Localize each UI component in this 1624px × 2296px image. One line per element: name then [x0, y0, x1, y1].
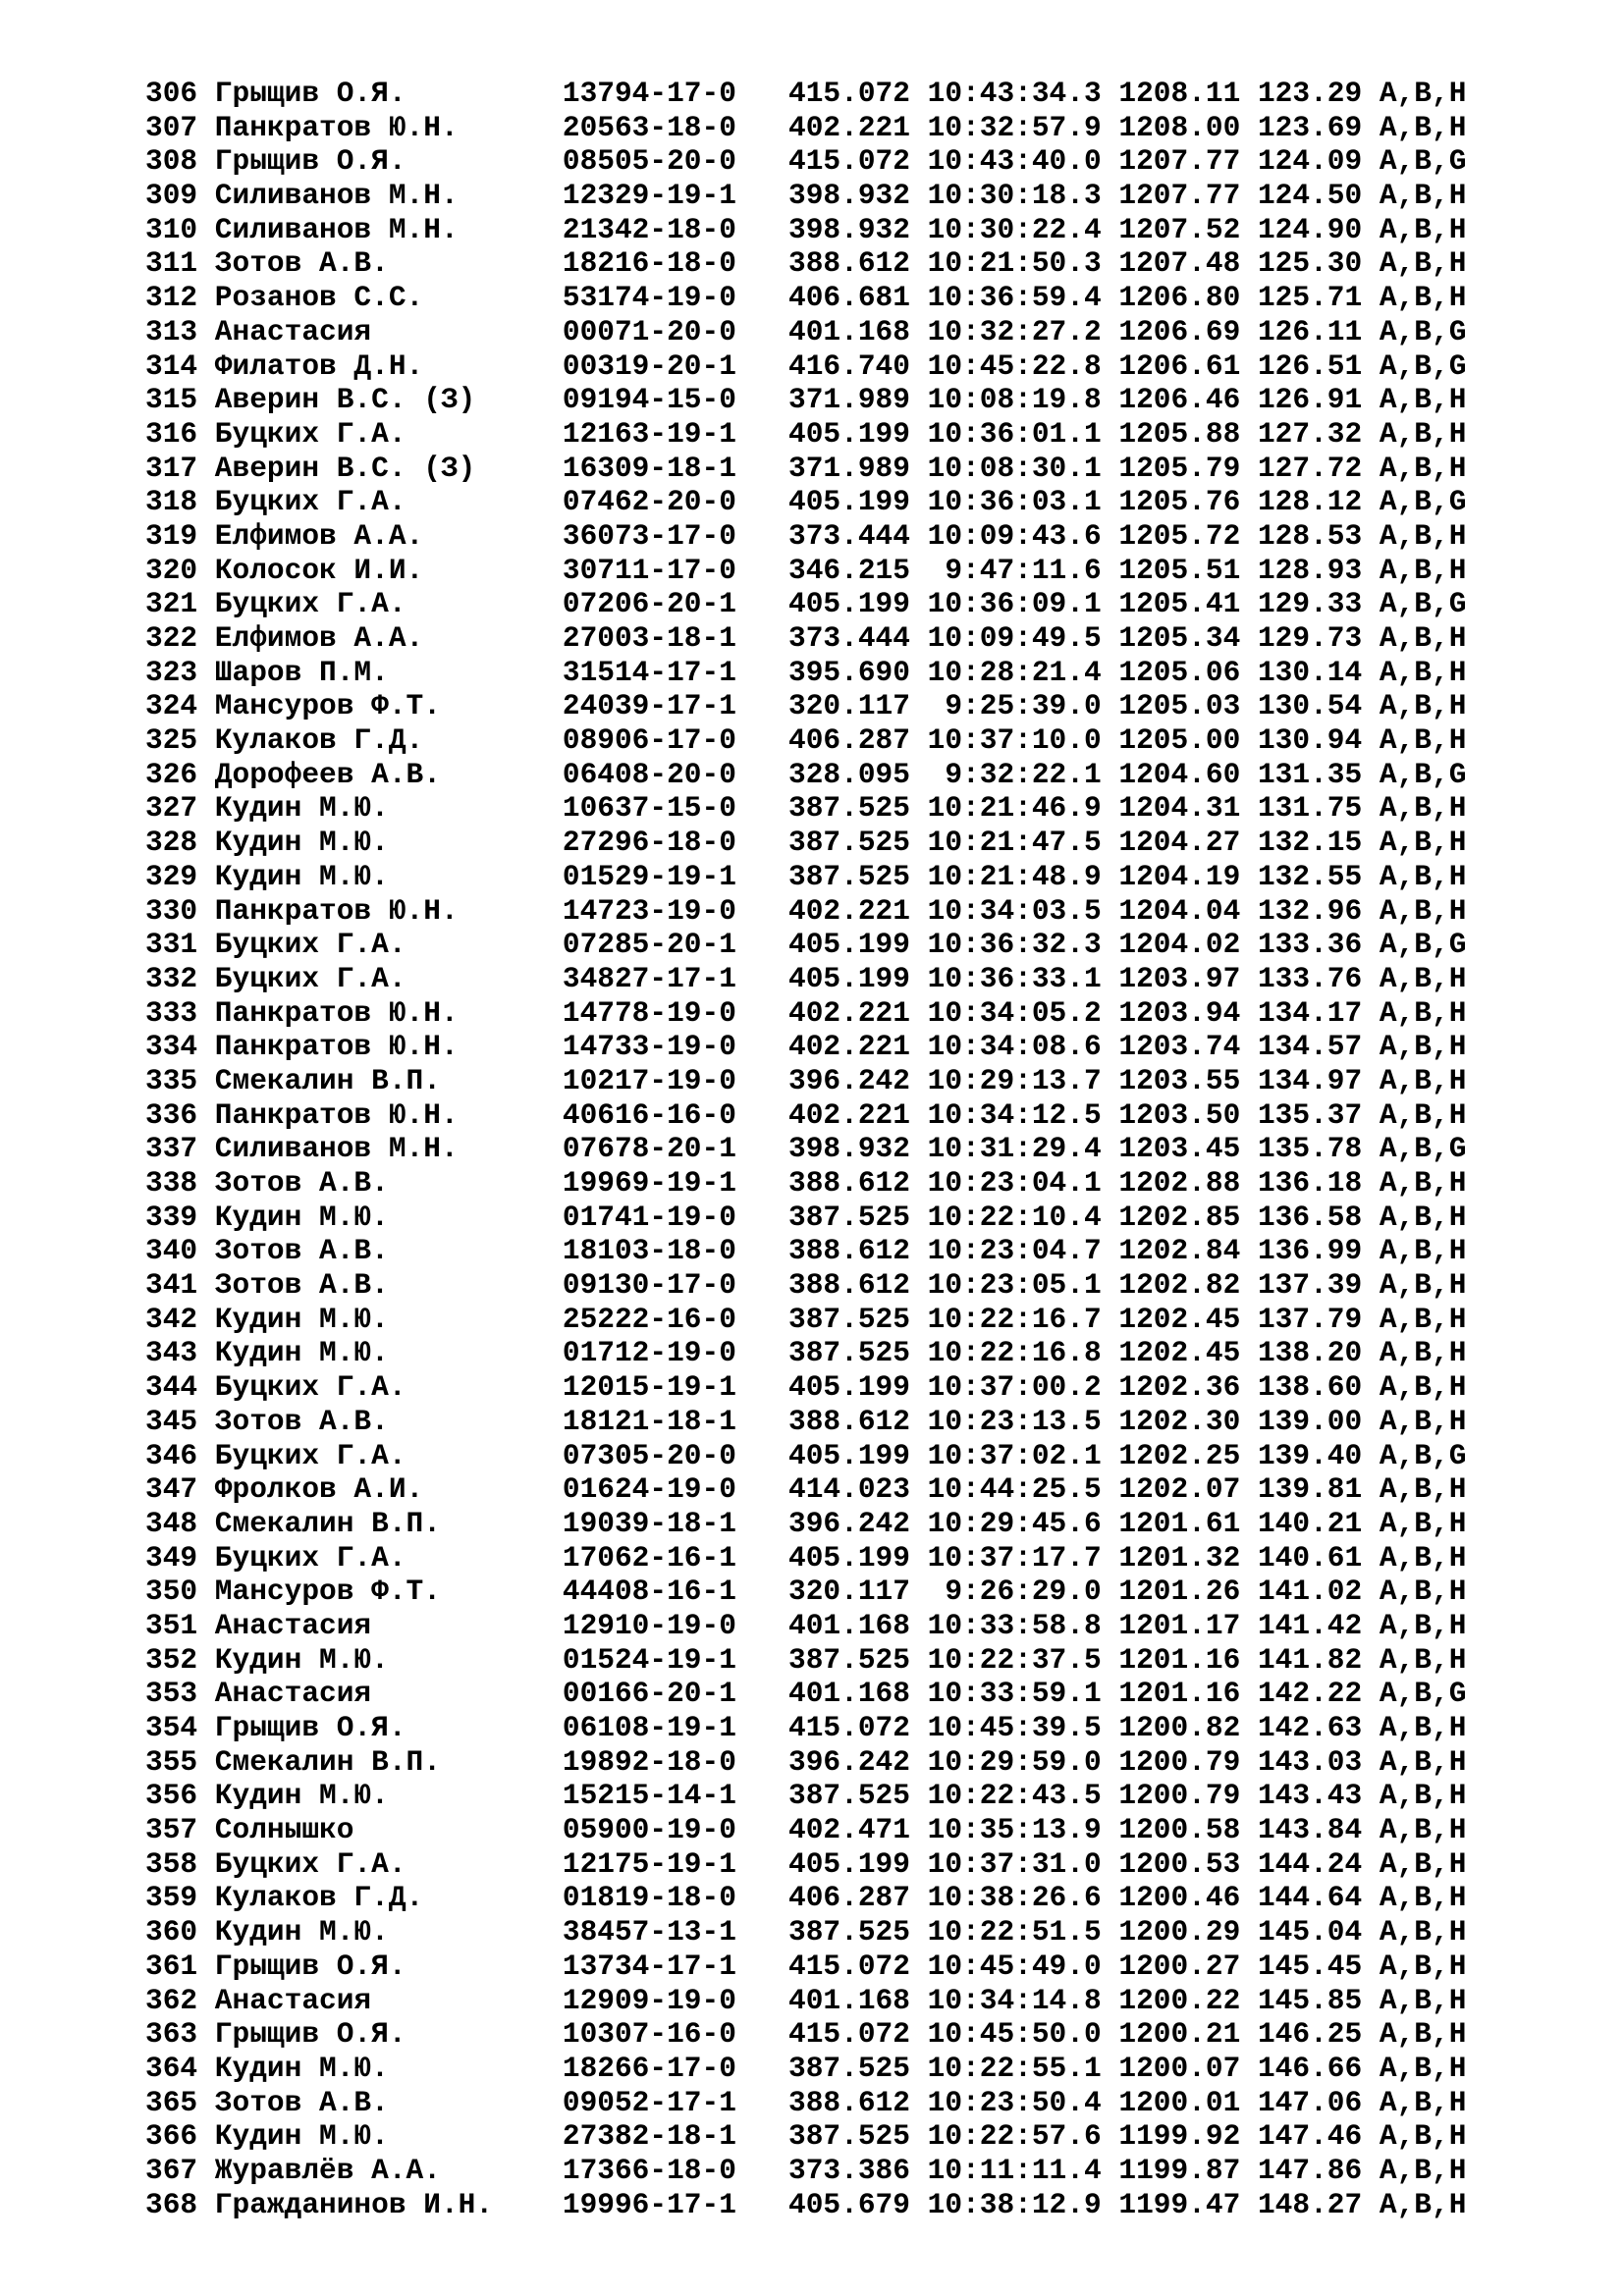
result-row: 361 Грыщив О.Я. 13734-17-1 415.072 10:45:49.0 1200.27 145.45 A,B,H	[145, 1949, 1467, 1983]
result-row: 365 Зотов А.В. 09052-17-1 388.612 10:23:50.4 1200.01 147.06 A,B,H	[145, 2085, 1467, 2119]
results-table	[145, 77, 1466, 2221]
result-row: 357 Солнышко 05900-19-0 402.471 10:35:13.9 1200.58 143.84 A,B,H	[145, 1813, 1467, 1847]
result-row: 351 Анастасия 12910-19-0 401.168 10:33:58.8 1201.17 141.42 A,B,H	[145, 1608, 1467, 1642]
result-row: 359 Кулаков Г.Д. 01819-18-0 406.287 10:38:26.6 1200.46 144.64 A,B,H	[145, 1881, 1467, 1915]
result-row: 327 Кудин М.Ю. 10637-15-0 387.525 10:21:46.9 1204.31 131.75 A,B,H	[145, 791, 1467, 826]
result-row: 330 Панкратов Ю.Н. 14723-19-0 402.221 10:34:03.5 1204.04 132.96 A,B,H	[145, 893, 1467, 928]
result-row: 313 Анастасия 00071-20-0 401.168 10:32:27.2 1206.69 126.11 A,B,G	[145, 314, 1467, 348]
result-row: 364 Кудин М.Ю. 18266-17-0 387.525 10:22:55.1 1200.07 146.66 A,B,H	[145, 2051, 1467, 2085]
result-row: 340 Зотов А.В. 18103-18-0 388.612 10:23:04.7 1202.84 136.99 A,B,H	[145, 1234, 1467, 1268]
result-row: 363 Грыщив О.Я. 10307-16-0 415.072 10:45:50.0 1200.21 146.25 A,B,H	[145, 2017, 1467, 2052]
result-row: 321 Буцких Г.А. 07206-20-1 405.199 10:36:09.1 1205.41 129.33 A,B,G	[145, 587, 1467, 621]
result-row: 341 Зотов А.В. 09130-17-0 388.612 10:23:05.1 1202.82 137.39 A,B,H	[145, 1268, 1467, 1303]
result-row: 324 Мансуров Ф.Т. 24039-17-1 320.117 9:25:39.0 1205.03 130.54 A,B,H	[145, 689, 1467, 723]
result-row: 348 Смекалин В.П. 19039-18-1 396.242 10:29:45.6 1201.61 140.21 A,B,H	[145, 1506, 1467, 1540]
result-row: 320 Колосок И.И. 30711-17-0 346.215 9:47:11.6 1205.51 128.93 A,B,H	[145, 553, 1467, 587]
result-row: 333 Панкратов Ю.Н. 14778-19-0 402.221 10:34:05.2 1203.94 134.17 A,B,H	[145, 995, 1467, 1030]
result-row: 310 Силиванов М.Н. 21342-18-0 398.932 10:30:22.4 1207.52 124.90 A,B,H	[145, 212, 1467, 246]
result-row: 322 Елфимов А.А. 27003-18-1 373.444 10:09:49.5 1205.34 129.73 A,B,H	[145, 621, 1467, 655]
result-row: 323 Шаров П.М. 31514-17-1 395.690 10:28:21.4 1205.06 130.14 A,B,H	[145, 655, 1467, 689]
result-row: 317 Аверин В.С. (З) 16309-18-1 371.989 10:08:30.1 1205.79 127.72 A,B,H	[145, 451, 1467, 485]
result-row: 309 Силиванов М.Н. 12329-19-1 398.932 10:30:18.3 1207.77 124.50 A,B,H	[145, 179, 1467, 213]
result-row: 349 Буцких Г.А. 17062-16-1 405.199 10:37:17.7 1201.32 140.61 A,B,H	[145, 1540, 1467, 1575]
result-row: 338 Зотов А.В. 19969-19-1 388.612 10:23:04.1 1202.88 136.18 A,B,H	[145, 1166, 1467, 1200]
result-row: 339 Кудин М.Ю. 01741-19-0 387.525 10:22:10.4 1202.85 136.58 A,B,H	[145, 1200, 1467, 1234]
result-row: 362 Анастасия 12909-19-0 401.168 10:34:14.8 1200.22 145.85 A,B,H	[145, 1983, 1467, 2017]
result-row: 306 Грыщив О.Я. 13794-17-0 415.072 10:43:34.3 1208.11 123.29 A,B,H	[145, 77, 1467, 110]
result-row: 347 Фролков А.И. 01624-19-0 414.023 10:44:25.5 1202.07 139.81 A,B,H	[145, 1472, 1467, 1507]
result-row: 356 Кудин М.Ю. 15215-14-1 387.525 10:22:43.5 1200.79 143.43 A,B,H	[145, 1779, 1467, 1813]
result-row: 346 Буцких Г.А. 07305-20-0 405.199 10:37:02.1 1202.25 139.40 A,B,G	[145, 1438, 1467, 1472]
result-row: 342 Кудин М.Ю. 25222-16-0 387.525 10:22:16.7 1202.45 137.79 A,B,H	[145, 1302, 1467, 1336]
result-row: 353 Анастасия 00166-20-1 401.168 10:33:59.1 1201.16 142.22 A,B,G	[145, 1677, 1467, 1711]
result-row: 343 Кудин М.Ю. 01712-19-0 387.525 10:22:16.8 1202.45 138.20 A,B,H	[145, 1336, 1467, 1370]
result-row: 331 Буцких Г.А. 07285-20-1 405.199 10:36:32.3 1204.02 133.36 A,B,G	[145, 928, 1467, 962]
result-row: 332 Буцких Г.А. 34827-17-1 405.199 10:36:33.1 1203.97 133.76 A,B,H	[145, 961, 1467, 995]
result-row: 366 Кудин М.Ю. 27382-18-1 387.525 10:22:57.6 1199.92 147.46 A,B,H	[145, 2119, 1467, 2154]
result-row: 360 Кудин М.Ю. 38457-13-1 387.525 10:22:51.5 1200.29 145.04 A,B,H	[145, 1915, 1467, 1949]
result-row: 345 Зотов А.В. 18121-18-1 388.612 10:23:13.5 1202.30 139.00 A,B,H	[145, 1404, 1467, 1438]
result-row: 318 Буцких Г.А. 07462-20-0 405.199 10:36:03.1 1205.76 128.12 A,B,G	[145, 485, 1467, 519]
result-row: 344 Буцких Г.А. 12015-19-1 405.199 10:37:00.2 1202.36 138.60 A,B,H	[145, 1370, 1467, 1405]
result-row: 335 Смекалин В.П. 10217-19-0 396.242 10:29:13.7 1203.55 134.97 A,B,H	[145, 1063, 1467, 1097]
result-row: 326 Дорофеев А.В. 06408-20-0 328.095 9:32:22.1 1204.60 131.35 A,B,G	[145, 757, 1467, 791]
result-row: 316 Буцких Г.А. 12163-19-1 405.199 10:36:01.1 1205.88 127.32 A,B,H	[145, 416, 1467, 451]
result-row: 314 Филатов Д.Н. 00319-20-1 416.740 10:45:22.8 1206.61 126.51 A,B,G	[145, 348, 1467, 383]
result-row: 308 Грыщив О.Я. 08505-20-0 415.072 10:43:40.0 1207.77 124.09 A,B,G	[145, 144, 1467, 179]
result-row: 368 Гражданинов И.Н. 19996-17-1 405.679 10:38:12.9 1199.47 148.27 A,B,H	[145, 2187, 1467, 2221]
result-row: 307 Панкратов Ю.Н. 20563-18-0 402.221 10:32:57.9 1208.00 123.69 A,B,H	[145, 110, 1467, 144]
result-row: 334 Панкратов Ю.Н. 14733-19-0 402.221 10:34:08.6 1203.74 134.57 A,B,H	[145, 1030, 1467, 1064]
result-row: 329 Кудин М.Ю. 01529-19-1 387.525 10:21:48.9 1204.19 132.55 A,B,H	[145, 859, 1467, 893]
result-row: 355 Смекалин В.П. 19892-18-0 396.242 10:29:59.0 1200.79 143.03 A,B,H	[145, 1744, 1467, 1779]
result-row: 311 Зотов А.В. 18216-18-0 388.612 10:21:50.3 1207.48 125.30 A,B,H	[145, 246, 1467, 281]
result-row: 336 Панкратов Ю.Н. 40616-16-0 402.221 10:34:12.5 1203.50 135.37 A,B,H	[145, 1097, 1467, 1132]
result-row: 328 Кудин М.Ю. 27296-18-0 387.525 10:21:47.5 1204.27 132.15 A,B,H	[145, 826, 1467, 860]
result-row: 350 Мансуров Ф.Т. 44408-16-1 320.117 9:26:29.0 1201.26 141.02 A,B,H	[145, 1575, 1467, 1609]
result-row: 358 Буцких Г.А. 12175-19-1 405.199 10:37:31.0 1200.53 144.24 A,B,H	[145, 1846, 1467, 1881]
result-row: 367 Журавлёв А.А. 17366-18-0 373.386 10:11:11.4 1199.87 147.86 A,B,H	[145, 2153, 1467, 2187]
result-row: 352 Кудин М.Ю. 01524-19-1 387.525 10:22:37.5 1201.16 141.82 A,B,H	[145, 1642, 1467, 1677]
result-row: 325 Кулаков Г.Д. 08906-17-0 406.287 10:37:10.0 1205.00 130.94 A,B,H	[145, 723, 1467, 758]
result-row: 312 Розанов С.С. 53174-19-0 406.681 10:36:59.4 1206.80 125.71 A,B,H	[145, 281, 1467, 315]
result-row: 354 Грыщив О.Я. 06108-19-1 415.072 10:45:39.5 1200.82 142.63 A,B,H	[145, 1711, 1467, 1744]
result-row: 337 Силиванов М.Н. 07678-20-1 398.932 10:31:29.4 1203.45 135.78 A,B,G	[145, 1132, 1467, 1166]
result-row: 319 Елфимов А.А. 36073-17-0 373.444 10:09:43.6 1205.72 128.53 A,B,H	[145, 518, 1467, 553]
result-row: 315 Аверин В.С. (З) 09194-15-0 371.989 10:08:19.8 1206.46 126.91 A,B,H	[145, 383, 1467, 417]
